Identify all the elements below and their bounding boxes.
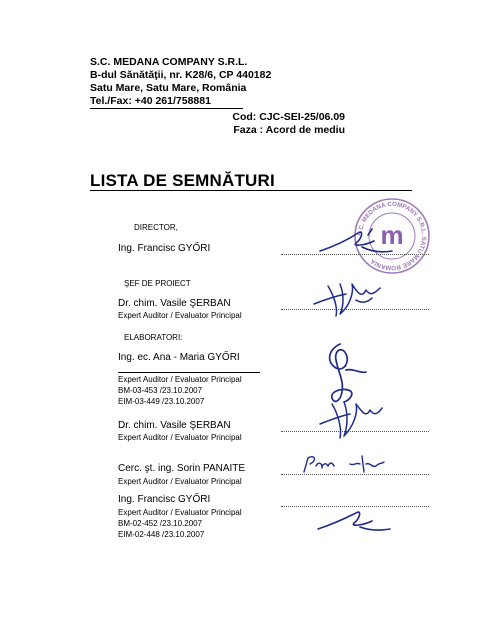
company-name: S.C. MEDANA COMPANY S.R.L. — [90, 56, 248, 68]
elaborator-4-cert-bm: BM-02-452 /23.10.2007 — [118, 519, 203, 528]
elaborator-1-cert-bm: BM-03-453 /23.10.2007 — [118, 386, 203, 395]
elaborator-3-name: Cerc. şt. ing. Sorin PANAITE — [118, 463, 246, 474]
elaborator-4-name: Ing. Francisc GYŐRI — [118, 494, 211, 505]
page-title: LISTA DE SEMNĂTURI — [90, 171, 275, 190]
company-address: B-dul Sănătăţii, nr. K28/6, CP 440182 — [90, 69, 272, 81]
elaborator-2-signature — [316, 398, 386, 442]
header-underline — [90, 108, 243, 109]
company-phone: Tel./Fax: +40 261/758881 — [90, 95, 211, 107]
role-director: DIRECTOR, — [134, 223, 178, 232]
stamp-text: S.C. MEDANA COMPANY S.R.L. SATU MARE ROMANIA — [356, 200, 428, 272]
elaborator-4-signature — [316, 505, 396, 533]
company-city: Satu Mare, Satu Mare, România — [90, 82, 247, 94]
stamp-letter: m — [380, 220, 404, 250]
elaborator-1-title: Expert Auditor / Evaluator Principal — [118, 375, 242, 384]
name-rule — [118, 372, 260, 373]
elaborator-2-title: Expert Auditor / Evaluator Principal — [118, 433, 242, 442]
role-sef-proiect: ŞEF DE PROIECT — [124, 279, 191, 288]
doc-code: Cod: CJC-SEI-25/06.09 — [232, 111, 345, 123]
elaborator-2-name: Dr. chim. Vasile ŞERBAN — [118, 420, 231, 431]
role-elaboratori: ELABORATORI: — [124, 333, 183, 342]
elaborator-4-cert-eim: EIM-02-448 /23.10.2007 — [118, 530, 205, 539]
doc-phase: Faza : Acord de mediu — [233, 124, 345, 136]
director-name: Ing. Francisc GYŐRI — [118, 243, 211, 254]
elaborator-1-cert-eim: EIM-03-449 /23.10.2007 — [118, 397, 205, 406]
elaborator-3-title: Expert Auditor / Evaluator Principal — [118, 477, 242, 486]
sef-title: Expert Auditor / Evaluator Principal — [118, 311, 242, 320]
sef-signature — [310, 280, 390, 320]
sef-name: Dr. chim. Vasile ŞERBAN — [118, 298, 231, 309]
title-rule — [90, 190, 412, 191]
director-signature — [318, 225, 398, 257]
elaborator-1-name: Ing. ec. Ana - Maria GYŐRI — [118, 352, 240, 363]
elaborator-4-title: Expert Auditor / Evaluator Principal — [118, 508, 242, 517]
elaborator-3-signature — [300, 452, 390, 478]
